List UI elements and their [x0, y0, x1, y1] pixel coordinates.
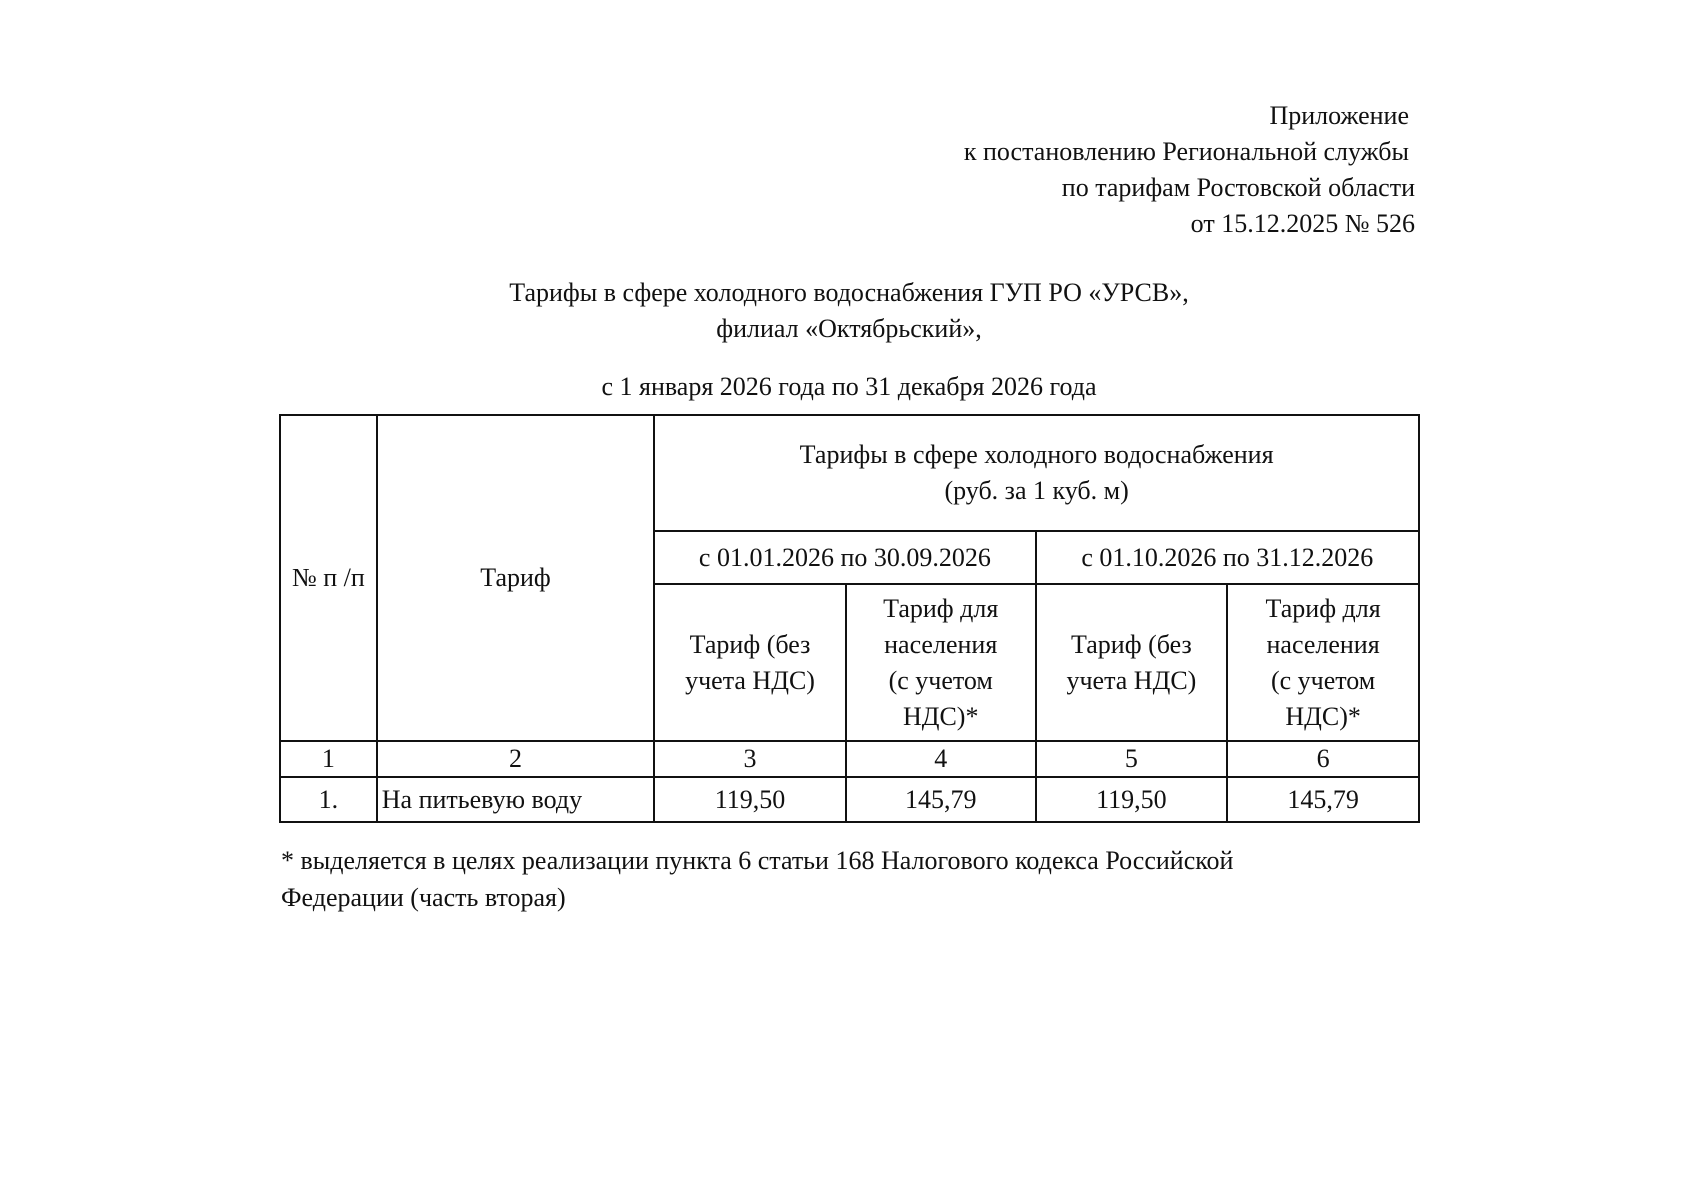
column-number: 2 [377, 741, 654, 777]
column-number: 1 [280, 741, 377, 777]
row-value: 145,79 [1227, 777, 1419, 822]
tariff-table [279, 414, 1420, 823]
header-sub-1 [654, 584, 846, 741]
header-tariff: Тариф [377, 415, 654, 741]
header-period-1: с 01.01.2026 по 30.09.2026 [654, 531, 1035, 584]
document-title [0, 275, 1698, 347]
header-sub-4 [1227, 584, 1419, 741]
footnote [281, 842, 1233, 916]
row-name: На питьевую воду [377, 777, 654, 822]
appendix-line: от 15.12.2025 № 526 [1190, 209, 1415, 238]
header-line: НДС)* [902, 701, 979, 731]
header-period-2: с 01.10.2026 по 31.12.2026 [1036, 531, 1419, 584]
title-line: Тарифы в сфере холодного водоснабжения ГУП РО «УРСВ», [509, 278, 1189, 307]
column-number: 3 [654, 741, 846, 777]
header-line: (с учетом [1270, 665, 1376, 695]
header-group [654, 415, 1419, 531]
header-sub-2 [846, 584, 1036, 741]
footnote-line: Федерации (часть вторая) [281, 883, 566, 912]
header-line: Тариф (без [689, 629, 811, 659]
appendix-line: по тарифам Ростовской области [1061, 173, 1415, 202]
column-number-row [280, 741, 1419, 777]
header-line: Тариф для [1265, 593, 1381, 623]
header-line: учета НДС) [685, 665, 815, 695]
column-number: 6 [1227, 741, 1419, 777]
header-line: НДС)* [1285, 701, 1361, 731]
validity-period: с 1 января 2026 года по 31 декабря 2026 года [601, 372, 1097, 401]
header-line: учета НДС) [1066, 665, 1197, 695]
header-sub-3 [1036, 584, 1228, 741]
header-line: (с учетом [888, 665, 993, 695]
row-number: 1. [280, 777, 377, 822]
header-line: Тариф для [883, 593, 999, 623]
row-value: 119,50 [654, 777, 846, 822]
row-value: 119,50 [1036, 777, 1228, 822]
appendix-line: Приложение [1269, 101, 1409, 130]
header-line: населения [1266, 629, 1380, 659]
header-line: населения [884, 629, 998, 659]
header-group-line: (руб. за 1 куб. м) [944, 476, 1129, 505]
header-line: Тариф (без [1071, 629, 1192, 659]
title-line: филиал «Октябрьский», [716, 314, 982, 343]
column-number: 4 [846, 741, 1036, 777]
header-number: № п /п [280, 415, 377, 741]
row-value: 145,79 [846, 777, 1036, 822]
table-row [280, 777, 1419, 822]
column-number: 5 [1036, 741, 1228, 777]
appendix-header [964, 98, 1415, 242]
appendix-line: к постановлению Региональной службы [963, 137, 1409, 166]
header-group-line: Тарифы в сфере холодного водоснабжения [799, 440, 1274, 469]
footnote-line: * выделяется в целях реализации пункта 6 статьи 168 Налогового кодекса Российской [281, 846, 1234, 875]
